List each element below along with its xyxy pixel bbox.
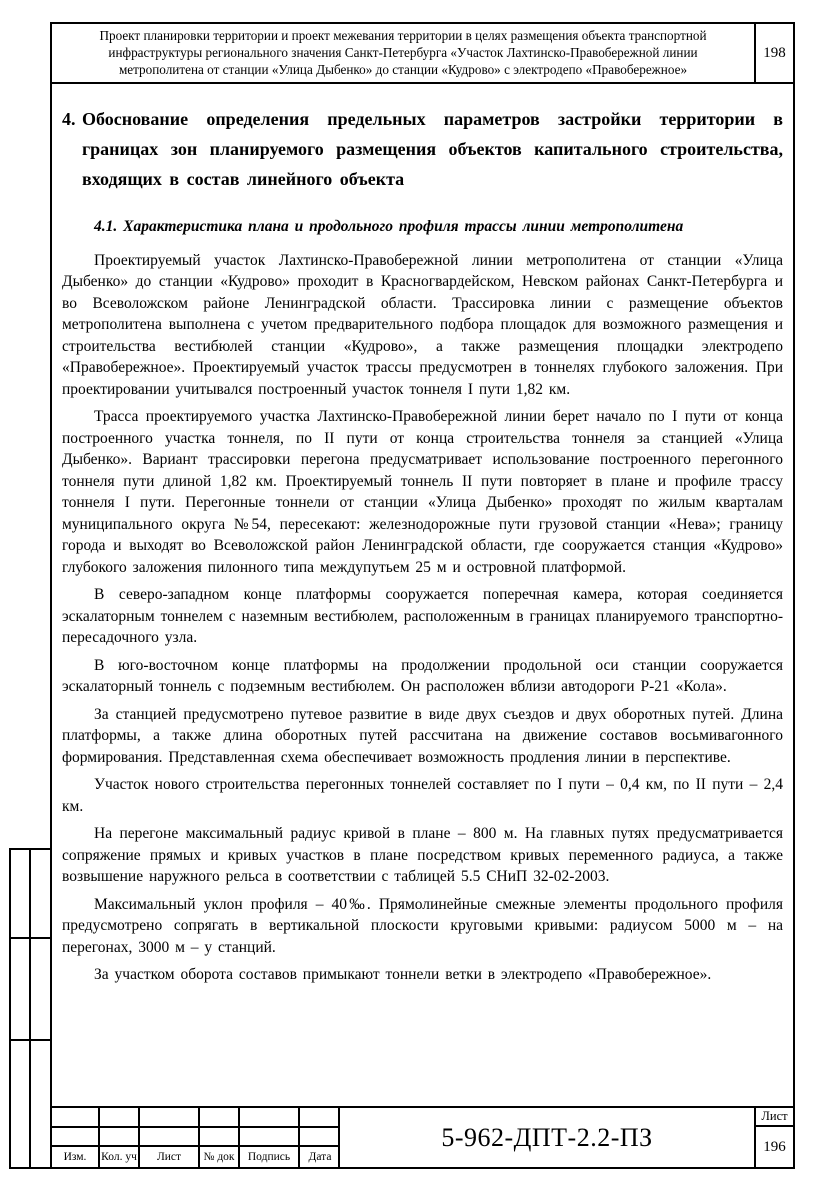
page-number: 198 [763, 44, 786, 61]
document-title: Проект планировки территории и проект межевания территории в целях размещения объекта транспортной инфраструктуры регионального значения Санкт-Петербурга «Участок Лахтинско-Правобережной линии метрополитена от станции «Улица Дыбенко» до станции «Кудрово» с электродепо «Правобережное» [99, 28, 707, 77]
paragraph: Проектируемый участок Лахтинско-Правобережной линии метрополитена от станции «Улица Дыбенко» до станции «Кудрово» проходит в Красногвардейском, Невском районах Санкт-Петербурга и во Всеволожском районе Ленинградской области. Трассировка линии с размещение объектов метрополитена выполнена с учетом предварительного подбора площадок для возможного размещения и строительства вестибюлей станции «Кудрово», а также размещения площадки электродепо «Правобережное». Проектируемый участок трассы предусмотрен в тоннелях глубокого заложения. При проектировании учитывался построенный участок тоннеля I пути 1,82 км. [62, 251, 783, 398]
side-stamp [9, 848, 52, 1169]
sheet-number: 196 [763, 1138, 786, 1155]
revision-cell [140, 1128, 200, 1147]
section-heading-text: Обоснование определения предельных параметров застройки территории в границах зон планируемого размещения объектов капитального строительства, входящих в состав линейного объекта [82, 109, 783, 189]
page-content [52, 84, 793, 1106]
revision-cell [140, 1108, 200, 1128]
side-stamp-cell [11, 1041, 31, 1167]
paragraph: Максимальный уклон профиля – 40‰. Прямолинейные смежные элементы продольного профиля предусмотрено сопрягать в вертикальной плоскости круговыми кривыми: радиусом 5000 м – на перегонах, 3000 м – у станций. [62, 895, 783, 956]
revision-cell [240, 1128, 300, 1147]
page-number-box [754, 24, 793, 82]
revision-cell [52, 1108, 100, 1128]
sheet-label: Лист [756, 1108, 793, 1127]
paragraph: За участком оборота составов примыкают тоннели ветки в электродепо «Правобережное». [94, 966, 712, 983]
revision-cell [100, 1128, 140, 1147]
paragraph: Трасса проектируемого участка Лахтинско-Правобережной линии берет начало по I пути от конца построенного участка тоннеля, по II пути от конца строительства тоннеля за станцией «Улица Дыбенко». Вариант трассировки перегона предусматривает использование построенного перегонного тоннеля пути длиной 1,82 км. Проектируемый тоннель II пути повторяет в плане и профиле трассу тоннеля I пути. Перегонные тоннели от станции «Улица Дыбенко» проходят по жилым кварталам муниципального округа №54, пересекают: железнодорожные пути грузовой станции «Нева»; границу города и выходят во Всеволожской район Ленинградской области, где сооружается станция «Кудрово» глубокого заложения пилонного типа междупутьем 25 м и островной платформой. [62, 408, 783, 576]
revision-cell [300, 1108, 340, 1128]
revision-cell [300, 1128, 340, 1147]
paragraph: На перегоне максимальный радиус кривой в плане – 800 м. На главных путях предусматривается сопряжение прямых и кривых участков в плане посредством кривых переменного радиуса, а также возвышение наружного рельса в соответствии с таблицей 5.5 СНиП 32-02-2003. [62, 825, 783, 885]
side-stamp-cell [31, 850, 51, 939]
revision-column-label: № док [200, 1147, 240, 1167]
title-block [52, 1106, 793, 1167]
side-stamp-cell [11, 939, 31, 1041]
revision-cell [240, 1108, 300, 1128]
document-number: 5-962-ДПТ-2.2-ПЗ [441, 1122, 653, 1152]
revision-cell [200, 1128, 240, 1147]
revision-column-label: Изм. [52, 1147, 100, 1167]
subsection-heading: 4.1. Характеристика плана и продольного профиля трассы линии метрополитена [94, 218, 684, 235]
sheet-box [754, 1108, 793, 1167]
revision-table [52, 1108, 340, 1167]
section-number: 4. [62, 109, 76, 129]
page-frame [50, 22, 795, 1169]
revision-column-label: Подпись [240, 1147, 300, 1167]
revision-cell [200, 1108, 240, 1128]
side-stamp-cell [11, 850, 31, 939]
paragraph: В северо-западном конце платформы сооружается поперечная камера, которая соединяется эскалаторным тоннелем с наземным вестибюлем, расположенным в границах планируемого транспортно-пересадочного узла. [62, 586, 783, 646]
side-stamp-cell [31, 1041, 51, 1167]
side-stamp-cell [31, 939, 51, 1041]
revision-cell [100, 1108, 140, 1128]
header-box [52, 24, 793, 84]
section-heading [62, 104, 783, 194]
paragraph: Участок нового строительства перегонных тоннелей составляет по I пути – 0,4 км, по II пути – 2,4 км. [62, 776, 783, 815]
revision-column-label: Дата [308, 1151, 332, 1163]
paragraph: За станцией предусмотрено путевое развитие в виде двух съездов и двух оборотных путей. Длина платформы, а также длина оборотных путей рассчитана на движение составов восьмивагонного формирования. Представленная схема обеспечивает возможность продления линии в перспективе. [62, 705, 783, 766]
paragraph: В юго-восточном конце платформы на продолжении продольной оси станции сооружается эскалаторный тоннель с подземным вестибюлем. Он расположен вблизи автодороги Р-21 «Кола». [62, 656, 783, 695]
revision-column-label: Лист [140, 1147, 200, 1167]
revision-cell [52, 1128, 100, 1147]
revision-column-label: Кол. уч [100, 1147, 140, 1167]
